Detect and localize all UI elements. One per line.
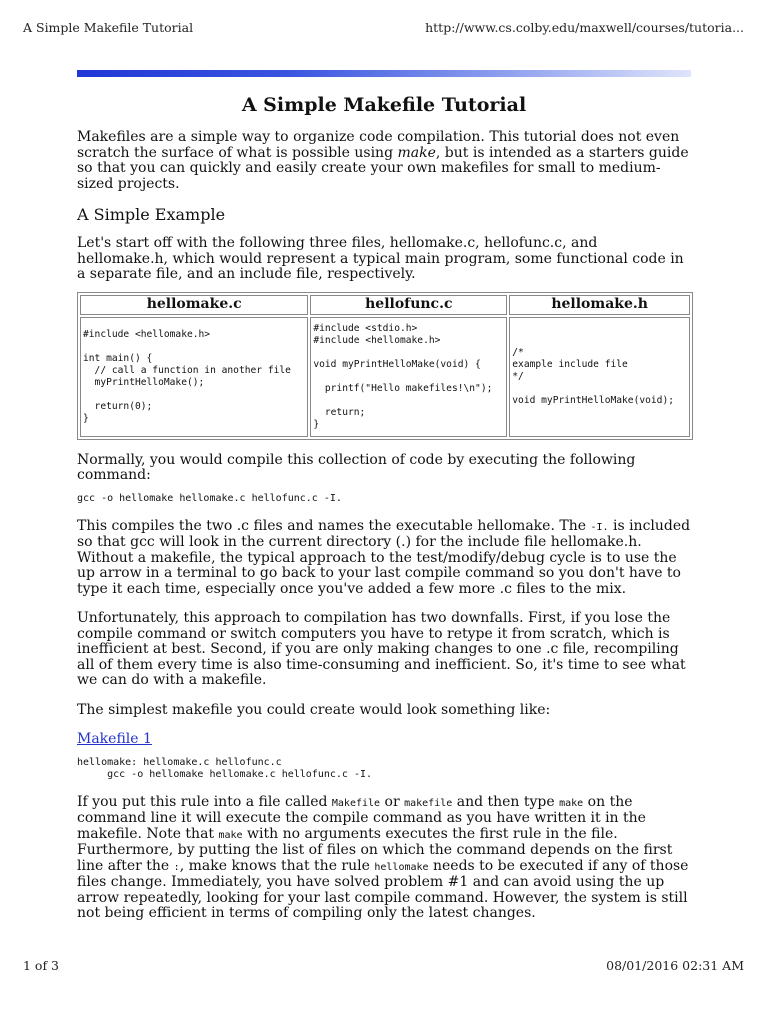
make-emphasis: make (397, 144, 436, 161)
code-cell-hellomake-c (80, 317, 308, 437)
page-title: A Simple Makefile Tutorial (241, 94, 527, 116)
rule-paragraph: If you put this rule into a file called Makefile or makefile and then type make on the command line it will execute the compile command as you have written it in the makefile. Note that make with no arguments executes the first rule in the file. Furthermore, by putting the list of files on which the command depends on the first line after the :, make knows that the rule hellomake needs to be executed if any of those files change. Immediately, you have solved problem #1 and can avoid using the up arrow repeatedly, looking for your last compile command. However, the system is still not being efficient in terms of compiling only the latest changes. (77, 793, 689, 921)
makefile-1-link[interactable]: Makefile 1 (77, 731, 152, 747)
code-hellomake-c: #include <hellomake.h> int main() { // call a function in another file myPrintHelloMake(); return(0); } (83, 328, 291, 424)
page-count: 1 of 3 (23, 958, 60, 973)
code-hellomake: hellomake (374, 861, 429, 873)
compile-paragraph: Normally, you would compile this collection of code by executing the following command: (77, 451, 636, 483)
code-cell-hellomake-h (509, 317, 690, 437)
makefile1-code: hellomake: hellomake.c hellofunc.c gcc -o hellomake hellomake.c hellofunc.c -I. (77, 756, 373, 780)
document-body (77, 90, 691, 936)
include-flag-code: -I. (590, 521, 609, 533)
code-hellomake-h: /* example include file */ void myPrintHelloMake(void); (512, 346, 675, 406)
source-files-table (77, 292, 693, 440)
makefile1-link-paragraph (77, 732, 691, 748)
table-header-row (80, 295, 690, 315)
print-header-title: A Simple Makefile Tutorial (23, 20, 194, 35)
explain-paragraph: This compiles the two .c files and names the executable hellomake. The -I. is included so that gcc will look in the current directory (.) for the include file hellomake.h. Without a makefile, the typical approach to the test/modify/debug cycle is to use the up arrow in a terminal to go back to your last compile command so you don't have to type it each time, especially once you've added a few more .c files to the mix. (77, 517, 691, 597)
code-cell-hellofunc-c (310, 317, 507, 437)
print-footer (23, 958, 744, 976)
print-header (23, 20, 744, 38)
downfalls-paragraph: Unfortunately, this approach to compilation has two downfalls. First, if you lose the compile command or switch computers you have to retype it from scratch, which is inefficient at best. Second, if you are only making changes to one .c file, recompiling all of them every time is also time-consuming and inefficient. So, it's time to see what we can do with a makefile. (77, 610, 686, 688)
section-heading-simple-example: A Simple Example (77, 205, 226, 224)
table-header-hellomake-c: hellomake.c (80, 295, 308, 315)
code-hellofunc-c: #include <stdio.h> #include <hellomake.h> void myPrintHelloMake(void) { printf("Hello makefiles!\n"); return; } (313, 322, 493, 430)
code-colon: : (173, 861, 180, 873)
code-make: make (559, 797, 584, 809)
print-header-url: http://www.cs.colby.edu/maxwell/courses/tutoria... (425, 20, 744, 35)
table-header-hellofunc-c: hellofunc.c (310, 295, 507, 315)
intro-paragraph: Makefiles are a simple way to organize code compilation. This tutorial does not even scratch the surface of what is possible using make, but is intended as a starters guide so that you can quickly and easily create your own makefiles for small to medium-sized projects. (77, 129, 689, 192)
code-make-2: make (218, 829, 243, 841)
simplest-makefile-paragraph: The simplest makefile you could create would look something like: (77, 701, 551, 718)
compile-command: gcc -o hellomake hellomake.c hellofunc.c -I. (77, 492, 342, 504)
table-header-hellomake-h: hellomake.h (509, 295, 690, 315)
print-datetime: 08/01/2016 02:31 AM (606, 958, 744, 973)
example-intro-paragraph: Let's start off with the following three files, hellomake.c, hellofunc.c, and hellomake.h, which would represent a typical main program, some functional code in a separate file, and an include file, respectively. (77, 235, 684, 282)
code-Makefile: Makefile (331, 797, 381, 809)
table-row (80, 317, 690, 437)
gradient-divider (77, 70, 691, 77)
code-makefile-lower: makefile (404, 797, 453, 809)
